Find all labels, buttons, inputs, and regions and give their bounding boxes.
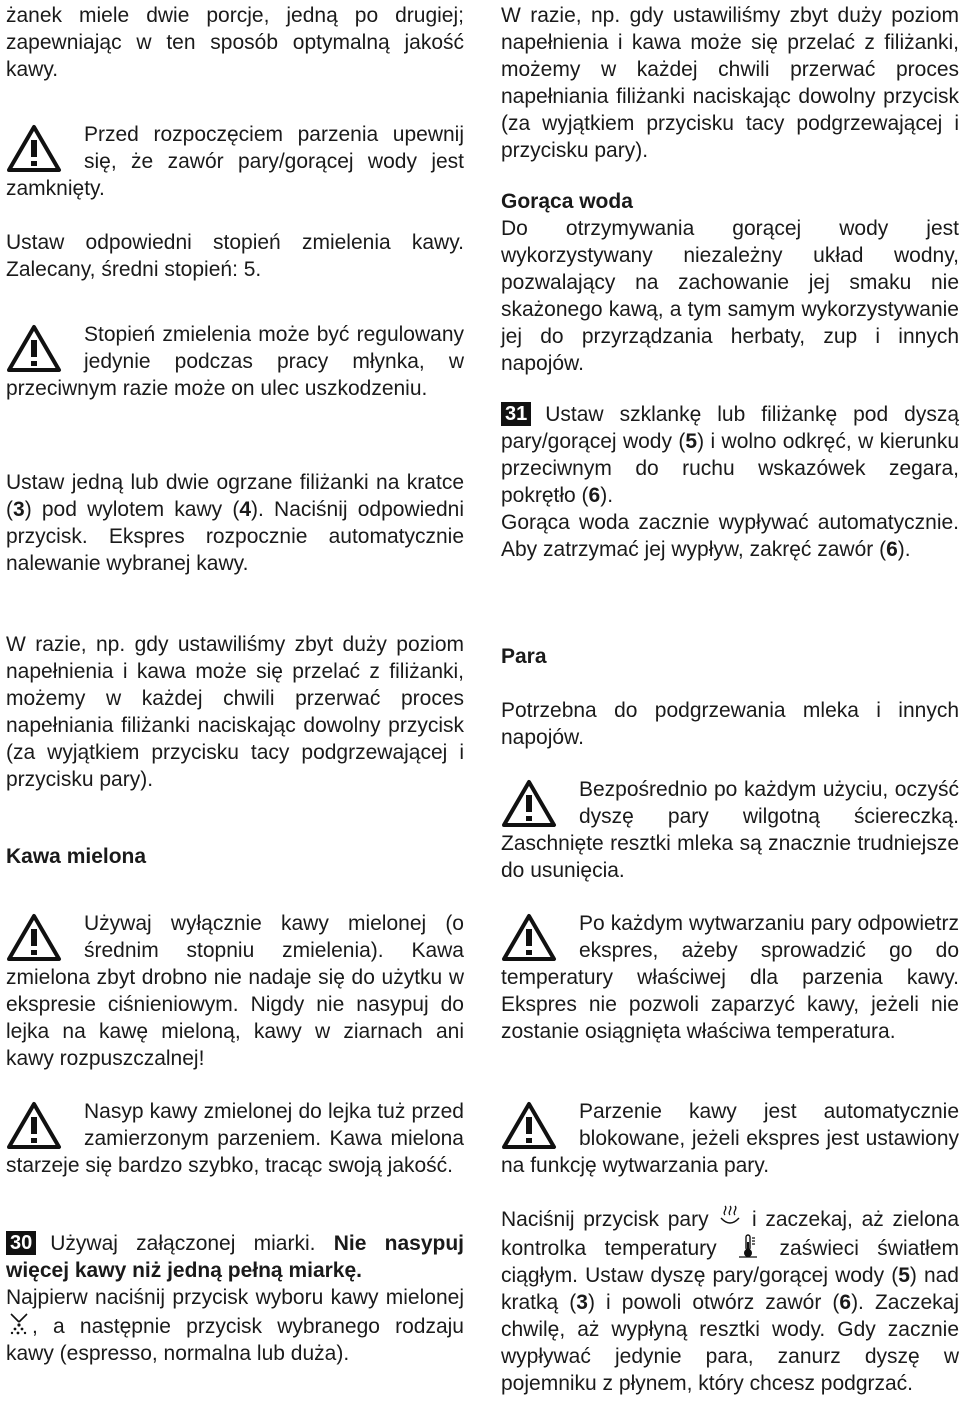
paragraph: Ustaw jedną lub dwie ogrzane filiżanki na kratce (3) pod wylotem kawy (4). Naciśnij odpowiedni przycisk. Ekspres rozpocznie automatycznie nalewanie wybranej kawy. — [6, 471, 464, 575]
warning-note — [501, 1098, 959, 1179]
warning-text: Po każdym wytwarzaniu pary odpowietrz ekspres, ażeby sprowadzić go do temperatury właściwej dla parzenia kawy. Ekspres nie pozwoli zaparzyć kawy, jeżeli nie zostanie osiągnięta właściwa temperatura. — [501, 912, 959, 1043]
warning-triangle-icon — [501, 779, 557, 828]
warning-text: Przed rozpoczęciem parzenia upewnij się, że zawór pary/gorącej wody jest zamknięty. — [6, 123, 464, 200]
warning-note — [501, 910, 959, 1045]
warning-note — [501, 776, 959, 884]
warning-note — [6, 321, 464, 402]
warning-note — [6, 121, 464, 202]
paragraph: W razie, np. gdy ustawiliśmy zbyt duży poziom napełnienia i kawa może się przelać z filiżanki, możemy w każdej chwili przerwać proces napełniania filiżanki naciskając dowolny przycisk (za wyjątkiem przycisku tacy podgrzewającej i przycisku pary). — [501, 4, 959, 162]
paragraph: Naciśnij przycisk pary i zaczekaj, aż zielona kontrolka temperatury zaświeci światłem ciągłym. Ustaw dyszę pary/gorącej wody (5) nad kratką (3) i powoli otwórz zawór (6). Zaczekaj chwilę, aż wypłyną resztki wody. Gdy zacznie wypływać jedynie para, zanurz dyszę w pojemniku z płynem, który chcesz podgrzać. — [501, 1204, 959, 1397]
warning-triangle-icon — [501, 913, 557, 962]
thermometer-icon — [735, 1233, 761, 1259]
section-heading: Para — [501, 645, 547, 668]
warning-text: Bezpośrednio po każdym użyciu, oczyść dyszę pary wilgotną ściereczką. Zaschnięte resztki mleka są znacznie trudniejsze do usunięcia. — [501, 778, 959, 882]
section-heading: Kawa mielona — [6, 845, 147, 868]
warning-text: Stopień zmielenia może być regulowany jedynie podczas pracy młynka, w przeciwnym razie może on ulec uszkodzeniu. — [6, 323, 464, 400]
ground-coffee-icon — [6, 1311, 32, 1337]
warning-note — [6, 1098, 464, 1179]
paragraph: W razie, np. gdy ustawiliśmy zbyt duży poziom napełnienia i kawa może się przelać z filiżanki, możemy w każdej chwili przerwać proces napełniania filiżanki naciskając dowolny przycisk (za wyjątkiem przycisku tacy podgrzewającej i przycisku pary). — [6, 633, 464, 791]
warning-text: Nasyp kawy zmielonej do lejka tuż przed zamierzonym parzeniem. Kawa mielona starzeje się bardzo szybko, tracąc swoją jakość. — [6, 1100, 464, 1177]
warning-triangle-icon — [501, 1101, 557, 1150]
step-30: 30 Używaj załączonej miarki. Nie nasypuj więcej kawy niż jedną pełną miarkę. Najpierw naciśnij przycisk wyboru kawy mielonej , a następnie przycisk wybranego rodzaju kawy (espresso, normalna lub duża). — [6, 1232, 464, 1365]
paragraph: żanek miele dwie porcje, jedną po drugiej; zapewniając w ten sposób optymalną jakość kawy. — [6, 4, 464, 81]
paragraph: Ustaw odpowiedni stopień zmielenia kawy. Zalecany, średni stopień: 5. — [6, 231, 464, 281]
steam-icon — [717, 1204, 743, 1230]
warning-triangle-icon — [6, 324, 62, 373]
warning-text: Używaj wyłącznie kawy mielonej (o średnim stopniu zmielenia). Kawa zmielona zbyt drobno nie nadaje się do użytku w ekspresie ciśnieniowym. Nigdy nie nasypuj do lejka na kawę mieloną, kawy w ziarnach ani kawy rozpuszczalnej! — [6, 912, 464, 1070]
paragraph: Potrzebna do podgrzewania mleka i innych napojów. — [501, 699, 959, 749]
warning-note — [6, 910, 464, 1072]
section-heading: Gorąca woda — [501, 190, 633, 213]
step-badge: 30 — [6, 1231, 36, 1255]
step-31: 31 Ustaw szklankę lub filiżankę pod dyszą pary/gorącej wody (5) i wolno odkręć, w kierunku przeciwnym do ruchu wskazówek zegara, pokrętło (6). Gorąca woda zacznie wypływać automatycznie. Aby zatrzymać jej wypływ, zakręć zawór (6). — [501, 403, 960, 561]
warning-triangle-icon — [6, 124, 62, 173]
step-badge: 31 — [501, 402, 531, 426]
warning-text: Parzenie kawy jest automatycznie blokowane, jeżeli ekspres jest ustawiony na funkcję wytwarzania pary. — [501, 1100, 959, 1177]
paragraph: Do otrzymywania gorącej wody jest wykorzystywany niezależny układ wodny, pozwalający na zachowanie jej smaku nie skażonego kawą, a tym samym wykorzystywanie jej do przyrządzania herbaty, zup i innych napojów. — [501, 217, 959, 375]
warning-triangle-icon — [6, 1101, 62, 1150]
warning-triangle-icon — [6, 913, 62, 962]
